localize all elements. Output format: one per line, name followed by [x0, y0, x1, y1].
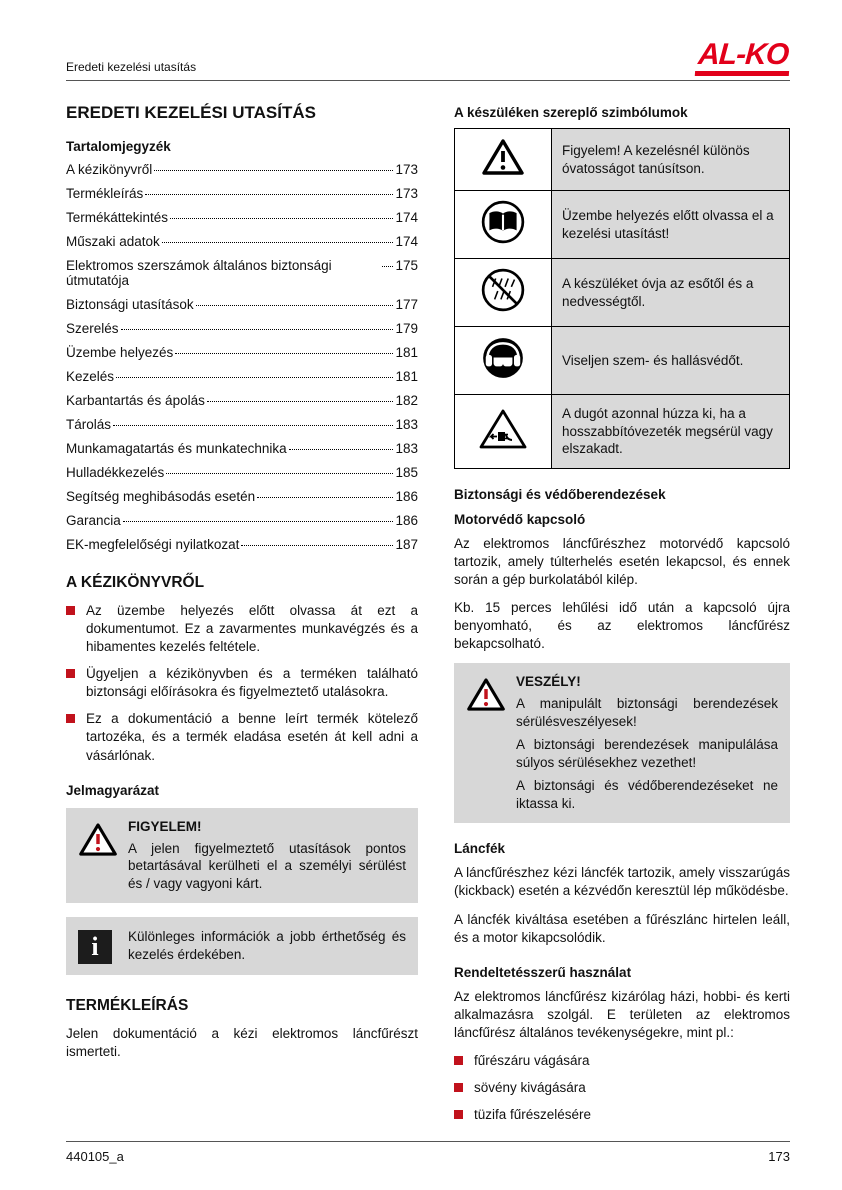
- square-bullet-icon: [66, 669, 75, 678]
- dotted-leader: [207, 401, 394, 402]
- toc-item: [66, 513, 418, 528]
- toc-item-page: 177: [395, 297, 418, 312]
- toc-item-label: Biztonsági utasítások: [66, 297, 194, 312]
- page-number: 173: [768, 1149, 790, 1164]
- dotted-leader: [289, 449, 394, 450]
- product-description-text: Jelen dokumentáció a kézi elektromos láncfűrészt ismerteti.: [66, 1026, 418, 1060]
- safety-devices-heading: Biztonsági és védőberendezések: [454, 486, 666, 502]
- toc-item-page: 174: [395, 210, 418, 225]
- list-item-text: Ügyeljen a kézikönyvben és a terméken található biztonsági előírásokra és figyelmeztető utalásokra.: [86, 666, 418, 700]
- toc-item: [66, 210, 418, 225]
- motor-switch-paragraph: Az elektromos láncfűrészhez motorvédő kapcsoló tartozik, amely túlterhelés esetén lekapcsol, és ennek során a gép burkolatából kilép.: [454, 535, 790, 587]
- square-bullet-icon: [454, 1056, 463, 1065]
- toc-item-page: 173: [395, 162, 418, 177]
- dotted-leader: [257, 497, 393, 498]
- read-manual-icon: [455, 191, 552, 259]
- square-bullet-icon: [454, 1110, 463, 1119]
- attention-box: [66, 808, 418, 904]
- table-row: [455, 259, 790, 327]
- list-item-text: tüzifa fűrészelésére: [474, 1107, 592, 1123]
- toc-item-label: Karbantartás és ápolás: [66, 393, 205, 408]
- intended-use-intro: Az elektromos láncfűrész kizárólag házi, hobbi- és kerti alkalmazásra szolgál. E területen az elektromos láncfűrész általános tevékenységekre, mint pl.:: [454, 988, 790, 1040]
- motor-switch-paragraph: Kb. 15 perces lehűlési idő után a kapcsoló újra benyomható, és az elektromos láncfűrész bekapcsolható.: [454, 599, 790, 652]
- toc-item-label: Kezelés: [66, 369, 115, 384]
- info-box-text: Különleges információk a jobb érthetőség és kezelés érdekében.: [128, 929, 406, 962]
- danger-box-text: A manipulált biztonsági berendezések sérülésveszélyesek!: [516, 696, 778, 729]
- dotted-leader: [241, 545, 393, 546]
- danger-box-text: A biztonsági és védőberendezéseket ne iktassa ki.: [516, 778, 778, 811]
- attention-box-title: FIGYELEM!: [128, 818, 202, 834]
- toc-item: [66, 162, 418, 177]
- about-manual-heading: A KÉZIKÖNYVRŐL: [66, 574, 205, 591]
- list-item: [454, 1052, 790, 1070]
- toc-item-label: Hulladékkezelés: [66, 465, 165, 480]
- about-manual-bullets: [66, 602, 418, 765]
- table-row: [455, 395, 790, 469]
- toc-title: Tartalomjegyzék: [66, 139, 171, 154]
- danger-box-text: A biztonsági berendezések manipulálása súlyos sérülésekhez vezethet!: [516, 737, 778, 770]
- toc-item: [66, 297, 418, 312]
- list-item: [454, 1106, 790, 1124]
- toc-item: [66, 186, 418, 201]
- dotted-leader: [166, 473, 393, 474]
- warning-triangle-icon: [78, 819, 128, 893]
- table-row: [455, 327, 790, 395]
- dotted-leader: [123, 521, 394, 522]
- warning-triangle-icon: [455, 129, 552, 191]
- toc-item: [66, 393, 418, 408]
- header-running-title: Eredeti kezelési utasítás: [66, 60, 197, 74]
- dotted-leader: [382, 266, 393, 267]
- right-column: [454, 103, 790, 1133]
- document-code: 440105_a: [66, 1149, 124, 1164]
- dotted-leader: [116, 377, 393, 378]
- toc-item-page: 183: [395, 417, 418, 432]
- square-bullet-icon: [66, 606, 75, 615]
- dotted-leader: [113, 425, 393, 426]
- dotted-leader: [170, 218, 393, 219]
- symbol-text: Üzembe helyezés előtt olvassa el a kezelési utasítást!: [552, 191, 790, 259]
- symbol-text: Viseljen szem- és hallásvédőt.: [552, 327, 790, 395]
- toc-item-label: Termékleírás: [66, 186, 144, 201]
- intended-use-heading: Rendeltetésszerű használat: [454, 964, 632, 980]
- toc-item: [66, 417, 418, 432]
- toc-item: [66, 537, 418, 552]
- toc-item-page: 186: [395, 513, 418, 528]
- toc-item-label: Segítség meghibásodás esetén: [66, 489, 256, 504]
- list-item: [454, 1079, 790, 1097]
- toc-item-page: 179: [395, 321, 418, 336]
- toc-item-label: Termékáttekintés: [66, 210, 169, 225]
- symbols-table: [454, 128, 790, 469]
- left-column: [66, 103, 418, 1133]
- list-item-text: Az üzembe helyezés előtt olvassa át ezt a dokumentumot. Ez a zavarmentes munkavégzés és a hibamentes kezelés feltétele.: [86, 603, 418, 655]
- toc-item-page: 187: [395, 537, 418, 552]
- dotted-leader: [175, 353, 393, 354]
- product-description-heading: TERMÉKLEÍRÁS: [66, 997, 189, 1015]
- table-row: [455, 129, 790, 191]
- legend-heading: Jelmagyarázat: [66, 782, 160, 798]
- symbol-text: Figyelem! A kezelésnél különös óvatosságot tanúsítson.: [552, 129, 790, 191]
- info-box: [66, 917, 418, 975]
- attention-box-text: A jelen figyelmeztető utasítások pontos betartásával kerülheti el a személyi sérülést és / vagy vagyoni kárt.: [128, 840, 406, 891]
- warning-triangle-icon: [466, 674, 516, 812]
- symbol-text: A dugót azonnal húzza ki, ha a hosszabbítóvezeték megsérül vagy elszakadt.: [552, 395, 790, 469]
- alko-logo: AL-KO: [695, 41, 791, 76]
- page-footer: [66, 1141, 790, 1164]
- square-bullet-icon: [66, 714, 75, 723]
- toc-item-page: 175: [395, 258, 418, 273]
- protect-from-rain-icon: [455, 259, 552, 327]
- table-row: [455, 191, 790, 259]
- toc-item-label: Garancia: [66, 513, 121, 528]
- dotted-leader: [196, 305, 394, 306]
- toc-item-page: 185: [395, 465, 418, 480]
- danger-box-title: VESZÉLY!: [516, 674, 581, 690]
- toc-item: [66, 258, 418, 288]
- list-item-text: Ez a dokumentáció a benne leírt termék kötelező tartozéka, és a termék eladása esetén át kell adni a vásárlónak.: [86, 711, 418, 763]
- list-item-text: fűrészáru vágására: [474, 1052, 590, 1068]
- list-item-text: sövény kivágására: [474, 1080, 586, 1096]
- toc-item-label: Tárolás: [66, 417, 112, 432]
- page-header: [66, 40, 790, 81]
- dotted-leader: [121, 329, 394, 330]
- page-title: EREDETI KEZELÉSI UTASÍTÁS: [66, 103, 316, 122]
- toc-item-label: Munkamagatartás és munkatechnika: [66, 441, 287, 456]
- toc-item: [66, 489, 418, 504]
- chain-brake-paragraph: A láncfűrészhez kézi láncfék tartozik, amely visszarúgás (kickback) esetén a kézvédőn keresztül lép működésbe.: [454, 865, 790, 899]
- toc-item: [66, 369, 418, 384]
- table-of-contents: [66, 162, 418, 552]
- list-item: [66, 710, 418, 764]
- square-bullet-icon: [454, 1083, 463, 1092]
- motor-switch-heading: Motorvédő kapcsoló: [454, 511, 586, 527]
- toc-item: [66, 345, 418, 360]
- toc-item: [66, 234, 418, 249]
- toc-item: [66, 465, 418, 480]
- toc-item-page: 181: [395, 369, 418, 384]
- dotted-leader: [154, 170, 393, 171]
- toc-item-page: 174: [395, 234, 418, 249]
- toc-item: [66, 441, 418, 456]
- info-icon: i: [78, 928, 128, 964]
- toc-item-label: A kézikönyvről: [66, 162, 153, 177]
- toc-item-label: EK-megfelelőségi nyilatkozat: [66, 537, 240, 552]
- danger-box: [454, 663, 790, 823]
- unplug-on-damage-icon: [455, 395, 552, 469]
- toc-item-label: Üzembe helyezés: [66, 345, 174, 360]
- dotted-leader: [162, 242, 394, 243]
- intended-use-bullets: [454, 1052, 790, 1124]
- eye-ear-protection-icon: [455, 327, 552, 395]
- dotted-leader: [145, 194, 393, 195]
- toc-item-page: 182: [395, 393, 418, 408]
- symbol-text: A készüléket óvja az esőtől és a nedvességtől.: [552, 259, 790, 327]
- toc-item-page: 183: [395, 441, 418, 456]
- list-item: [66, 665, 418, 701]
- list-item: [66, 602, 418, 656]
- chain-brake-heading: Láncfék: [454, 841, 506, 857]
- symbols-heading: A készüléken szereplő szimbólumok: [454, 105, 688, 120]
- toc-item-label: Szerelés: [66, 321, 119, 336]
- toc-item-page: 186: [395, 489, 418, 504]
- toc-item-page: 181: [395, 345, 418, 360]
- toc-item-page: 173: [395, 186, 418, 201]
- toc-item-label: Elektromos szerszámok általános biztonsági útmutatója: [66, 258, 332, 288]
- chain-brake-paragraph: A láncfék kiváltása esetében a fűrészlánc hirtelen leáll, és a motor kikapcsolódik.: [454, 911, 790, 945]
- toc-item: [66, 321, 418, 336]
- toc-item-label: Műszaki adatok: [66, 234, 160, 249]
